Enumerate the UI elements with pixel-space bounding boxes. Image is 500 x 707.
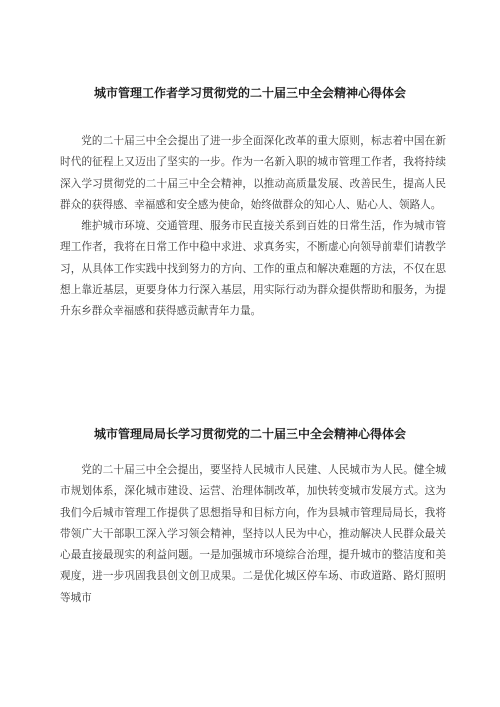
section-2-paragraph-1: 党的二十届三中全会提出，要坚持人民城市人民建、人民城市为人民。健全城市规划体系，深化城市建设、运营、治理体制改革，加快转变城市发展方式。这为我们今后城市管理工作提供了思想指导和目标方向，作为县城市管理局局长，我将带领广大干部职工深入学习领会精神，坚持以人民为中心，推动解决人民群众最关心最直接最现实的利益问题。一是加强城市环境综合治理，提升城市的整洁度和美观度，进一步巩固我县创文创卫成果。二是优化城区停车场、市政道路、路灯照明等城市	[60, 464, 446, 604]
section-1-paragraph-1: 党的二十届三中全会提出了进一步全面深化改革的重大原则，标志着中国在新时代的征程上又迈出了坚实的一步。作为一名新入职的城市管理工作者，我将持续深入学习贯彻党的二十届三中全会精神，以推动高质量发展、改善民生，提高人民群众的获得感、幸福感和安全感为使命，始终做群众的知心人、贴心人、领路人。	[60, 135, 446, 211]
section-2-title: 城市管理局局长学习贯彻党的二十届三中全会精神心得体会	[93, 427, 406, 441]
section-2-body	[60, 460, 446, 609]
section-1-title: 城市管理工作者学习贯彻党的二十届三中全会精神心得体会	[93, 86, 406, 100]
section-1-body	[60, 131, 446, 323]
section-1-paragraph-2: 维护城市环境、交通管理、服务市民直接关系到百姓的日常生活，作为城市管理工作者，我将在日常工作中稳中求进、求真务实，不断虚心向领导前辈们请教学习，从具体工作实践中找到努力的方向、工作的重点和解决难题的方法，不仅在思想上靠近基层，更要身体力行深入基层，用实际行动为群众提供帮助和服务，为提升东乡群众幸福感和获得感贡献青年力量。	[60, 220, 446, 318]
